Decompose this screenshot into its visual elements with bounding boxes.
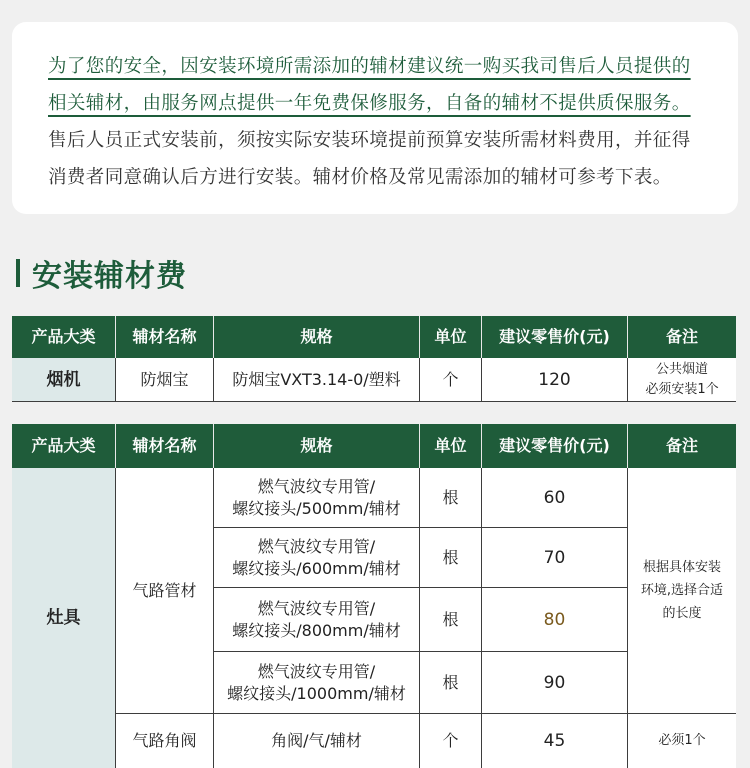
spec-cell bbox=[214, 652, 420, 714]
note-cell: 必须1个 bbox=[658, 733, 706, 748]
header-spec: 规格 bbox=[214, 424, 420, 468]
unit-cell: 根 bbox=[420, 588, 482, 652]
header-unit: 单位 bbox=[420, 316, 482, 358]
unit-cell: 根 bbox=[420, 468, 482, 528]
notice-line-3: 售后人员正式安装前，须按实际安装环境提前预算安装所需材料费用，并征得 bbox=[48, 130, 691, 151]
spec-line: 燃气波纹专用管/ bbox=[257, 661, 376, 681]
spec-line: 燃气波纹专用管/ bbox=[257, 598, 376, 618]
header-unit: 单位 bbox=[420, 424, 482, 468]
note-cell bbox=[628, 358, 736, 402]
price-cell: 120 bbox=[482, 358, 628, 402]
spec-line: 螺纹接头/600mm/辅材 bbox=[232, 558, 401, 578]
notice-line-2: 相关辅材，由服务网点提供一年免费保修服务，自备的辅材不提供质保服务。 bbox=[48, 93, 691, 114]
spec-line: 燃气波纹专用管/ bbox=[257, 476, 376, 496]
header-price: 建议零售价(元) bbox=[482, 424, 628, 468]
price-cell: 60 bbox=[482, 468, 628, 528]
unit-cell: 根 bbox=[420, 652, 482, 714]
section-title bbox=[16, 252, 187, 294]
unit-cell: 个 bbox=[420, 358, 482, 402]
note-line: 公共烟道 bbox=[655, 361, 708, 377]
header-category: 产品大类 bbox=[12, 316, 116, 358]
category-cell: 灶具 bbox=[12, 468, 116, 768]
spec-cell bbox=[214, 528, 420, 588]
spec-line: 燃气波纹专用管/ bbox=[257, 536, 376, 556]
stove-table bbox=[12, 424, 736, 768]
header-note: 备注 bbox=[628, 424, 736, 468]
header-price: 建议零售价(元) bbox=[482, 316, 628, 358]
note-line: 必须安装1个 bbox=[645, 381, 719, 397]
header-note: 备注 bbox=[628, 316, 736, 358]
spec-cell bbox=[214, 468, 420, 528]
unit-cell: 根 bbox=[420, 528, 482, 588]
range-hood-table bbox=[12, 316, 736, 402]
notice-card bbox=[12, 22, 738, 214]
material-name-cell: 防烟宝 bbox=[116, 358, 214, 402]
price-cell: 80 bbox=[482, 588, 628, 652]
material-name-cell: 气路角阀 bbox=[116, 714, 214, 768]
unit-cell: 个 bbox=[420, 714, 482, 768]
notice-line-4: 消费者同意确认后方进行安装。辅材价格及常见需添加的辅材可参考下表。 bbox=[48, 167, 672, 188]
note-line: 根据具体安装 bbox=[642, 560, 721, 575]
price-cell: 70 bbox=[482, 528, 628, 588]
price-cell: 45 bbox=[482, 714, 628, 768]
spec-line: 螺纹接头/800mm/辅材 bbox=[232, 620, 401, 640]
note-line: 的长度 bbox=[662, 606, 702, 621]
header-category: 产品大类 bbox=[12, 424, 116, 468]
spec-cell: 角阀/气/辅材 bbox=[214, 714, 420, 768]
spec-line: 螺纹接头/500mm/辅材 bbox=[232, 498, 401, 518]
spec-line: 螺纹接头/1000mm/辅材 bbox=[227, 683, 406, 703]
header-name: 辅材名称 bbox=[116, 316, 214, 358]
header-spec: 规格 bbox=[214, 316, 420, 358]
notice-line-1: 为了您的安全，因安装环境所需添加的辅材建议统一购买我司售后人员提供的 bbox=[48, 56, 691, 77]
spec-cell: 防烟宝VXT3.14-0/塑料 bbox=[214, 358, 420, 402]
section-title-text: 安装辅材费 bbox=[32, 259, 187, 294]
title-accent-bar bbox=[16, 259, 20, 287]
material-name-cell: 气路管材 bbox=[116, 468, 214, 714]
price-cell: 90 bbox=[482, 652, 628, 714]
note-cell bbox=[628, 468, 736, 714]
category-cell: 烟机 bbox=[12, 358, 116, 402]
header-name: 辅材名称 bbox=[116, 424, 214, 468]
note-line: 环境,选择合适 bbox=[640, 583, 724, 598]
spec-cell bbox=[214, 588, 420, 652]
